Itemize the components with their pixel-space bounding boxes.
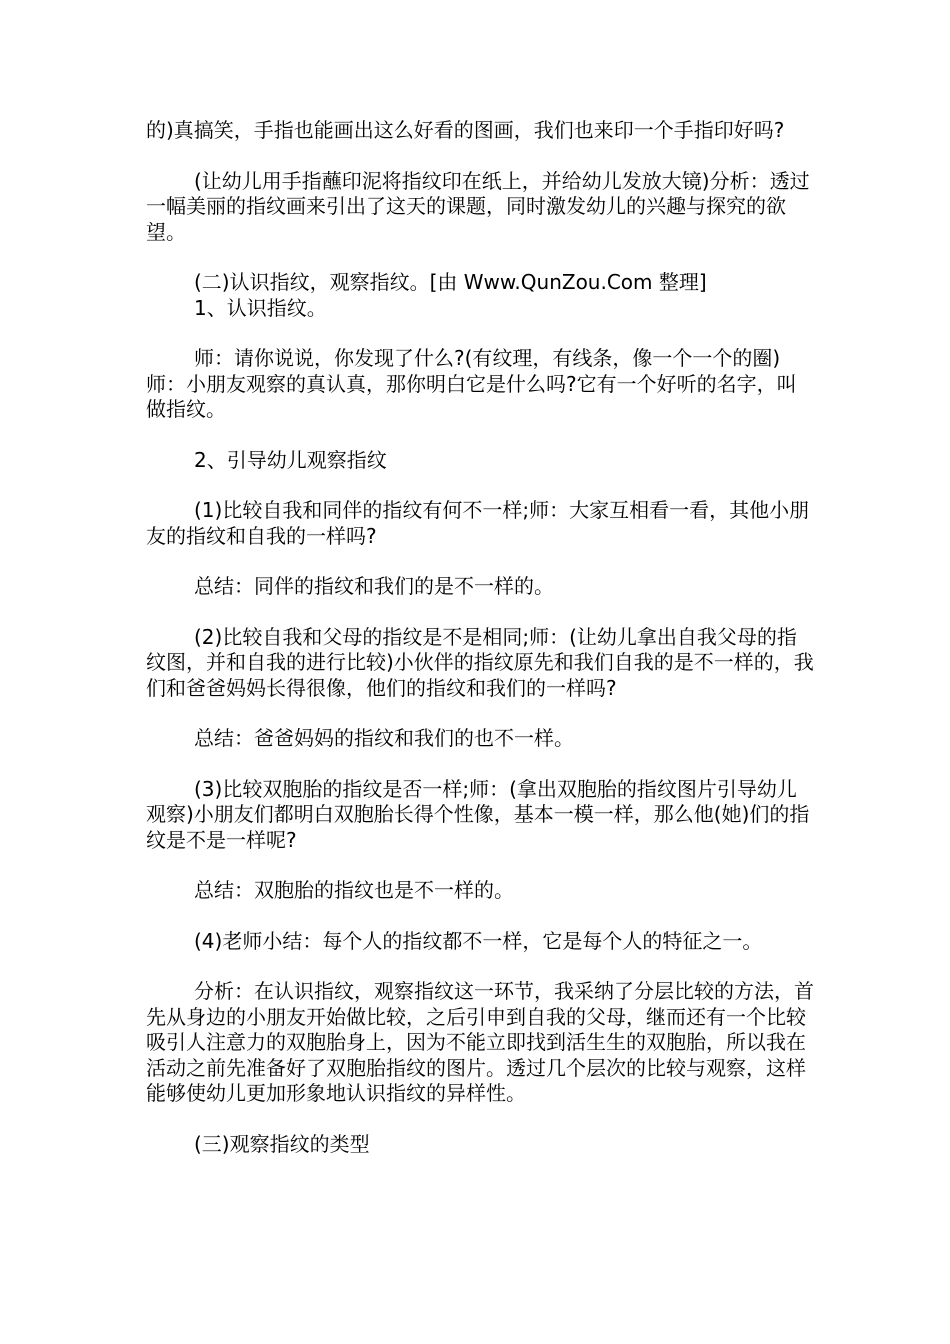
paragraph-teacher-summary: (4)老师小结：每个人的指纹都不一样，它是每个人的特征之一。 xyxy=(194,928,763,953)
paragraph-intro-continuation: 的)真搞笑，手指也能画出这么好看的图画，我们也来印一个手指印好吗? xyxy=(146,118,785,142)
section-heading-2: (二)认识指纹，观察指纹。[由 Www.QunZou.Com 整理] xyxy=(194,270,707,294)
paragraph-summary-parents: 总结：爸爸妈妈的指纹和我们的也不一样。 xyxy=(194,726,574,750)
paragraph-analysis: 分析：在认识指纹，观察指纹这一环节，我采纳了分层比较的方法，首先从身边的小朋友开始做比较，之后引申到自我的父母，继而还有一个比较吸引人注意力的双胞胎身上，因为不能立即找到活生生的双胞胎，所以我在活动之前先准备好了双胞胎指纹的图片。透过几个层次的比较与观察，这样能够使幼儿更加形象地认识指纹的异样性。 xyxy=(146,979,814,1105)
document-page xyxy=(146,118,816,1182)
paragraph-summary-peers: 总结：同伴的指纹和我们的是不一样的。 xyxy=(194,574,554,598)
paragraph-compare-twins: (3)比较双胞胎的指纹是否一样;师：(拿出双胞胎的指纹图片引导幼儿观察)小朋友们都明白双胞胎长得个性像，基本一模一样，那么他(她)们的指纹是不是一样呢? xyxy=(146,776,810,852)
paragraph-fingerprint-activity: (让幼儿用手指蘸印泥将指纹印在纸上，并给幼儿发放大镜)分析：透过一幅美丽的指纹画来引出了这天的课题，同时激发幼儿的兴趣与探究的欲望。 xyxy=(146,168,810,244)
paragraph-compare-peers: (1)比较自我和同伴的指纹有何不一样;师：大家互相看一看，其他小朋友的指纹和自我的一样吗? xyxy=(146,498,810,548)
paragraph-teacher-question: 师：请你说说，你发现了什么?(有纹理，有线条，像一个一个的圈)师：小朋友观察的真认真，那你明白它是什么吗?它有一个好听的名字，叫做指纹。 xyxy=(146,346,797,421)
paragraph-summary-twins: 总结：双胞胎的指纹也是不一样的。 xyxy=(194,878,514,902)
section-heading-3: (三)观察指纹的类型 xyxy=(194,1131,370,1156)
subheading-guide-observation: 2、引导幼儿观察指纹 xyxy=(194,447,387,472)
paragraph-compare-parents: (2)比较自我和父母的指纹是不是相同;师：(让幼儿拿出自我父母的指纹图，并和自我的进行比较)小伙伴的指纹原先和我们自我的是不一样的，我们和爸爸妈妈长得很像，他们的指纹和我们的一样吗? xyxy=(146,624,814,700)
subheading-recognize-fingerprint: 1、认识指纹。 xyxy=(194,295,327,320)
